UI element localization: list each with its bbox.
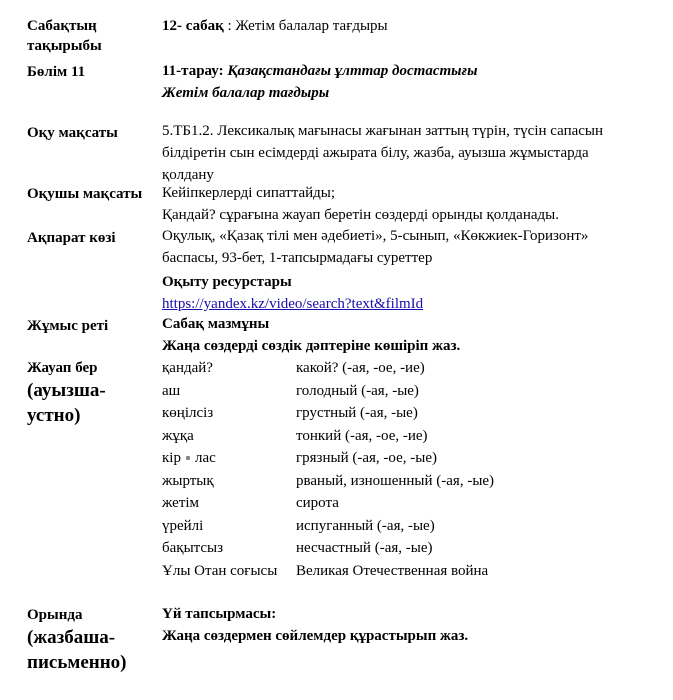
topic-value xyxy=(162,15,652,37)
topic-label: Сабақтың тақырыбы xyxy=(27,18,102,54)
work-instruction: Жаңа сөздерді сөздік дәптеріне көшіріп жаз. xyxy=(162,338,461,354)
bullet-separator-icon xyxy=(186,456,190,460)
vocab-kz: бақытсыз xyxy=(162,540,224,556)
vocab-row xyxy=(162,537,652,559)
answer-mode-1: (ауызша- xyxy=(27,380,106,401)
topic-sep: : xyxy=(223,18,236,34)
vocab-ru: рваный, изношенный (-ая, -ые) xyxy=(296,473,495,489)
vocab-row xyxy=(162,380,652,402)
student-goal-label: Оқушы мақсаты xyxy=(27,186,143,202)
homework-label xyxy=(27,605,162,675)
work-label: Жұмыс реті xyxy=(27,318,109,334)
part-prefix: 11-тарау: xyxy=(162,63,224,79)
lesson-number: 12- сабақ xyxy=(162,18,224,34)
resources-title: Оқыту ресурстары xyxy=(162,274,292,290)
vocab-ru: какой? (-ая, -ое, -ие) xyxy=(296,360,425,376)
content-title: Сабақ мазмұны xyxy=(162,316,270,332)
vocab-kz-a: кір xyxy=(162,450,181,466)
answer-label-text: Жауап бер xyxy=(27,360,98,376)
homework-value xyxy=(162,603,652,647)
student-goal-line-2: Қандай? сұрағына жауап беретін сөздерді орынды қолданады. xyxy=(162,207,559,223)
vocab-row xyxy=(162,560,652,582)
section-label: Бөлім 11 xyxy=(27,64,86,80)
work-value xyxy=(162,313,652,357)
part-title: Қазақстандағы ұлттар достастығы xyxy=(223,63,478,79)
learning-goal-text: 5.ТБ1.2. Лексикалық мағынасы жағынан заттың түрін, түсін сапасын білдіретін сын есімдерді ажырата білу, жазба, ауызша жұмыстарда қолдану xyxy=(162,123,604,183)
vocab-kz: қандай? xyxy=(162,360,213,376)
source-label: Ақпарат көзі xyxy=(27,230,116,246)
vocab-kz: жыртық xyxy=(162,473,214,489)
vocab-row xyxy=(162,470,652,492)
vocab-ru: сирота xyxy=(296,495,339,511)
vocab-ru: несчастный (-ая, -ые) xyxy=(296,540,433,556)
answer-label xyxy=(27,358,162,428)
vocab-kz xyxy=(162,447,216,469)
homework-mode-2: письменно) xyxy=(27,652,127,673)
vocab-kz-b: лас xyxy=(194,450,216,466)
vocab-kz: жетім xyxy=(162,495,200,511)
section-subtitle: Жетім балалар тағдыры xyxy=(162,85,330,101)
vocab-ru: грустный (-ая, -ые) xyxy=(296,405,418,421)
vocab-kz: Ұлы Отан соғысы xyxy=(162,563,278,579)
vocab-row xyxy=(162,515,652,537)
student-goal-value xyxy=(162,182,652,226)
vocab-kz: көңілсіз xyxy=(162,405,214,421)
source-value xyxy=(162,225,647,315)
vocab-row xyxy=(162,402,652,424)
vocab-row xyxy=(162,357,652,379)
vocab-ru: голодный (-ая, -ые) xyxy=(296,383,419,399)
vocab-row xyxy=(162,447,652,469)
vocab-kz: жұқа xyxy=(162,428,194,444)
vocab-ru: испуганный (-ая, -ые) xyxy=(296,518,435,534)
source-text: Оқулық, «Қазақ тілі мен әдебиеті», 5-сынып, «Көкжиек-Горизонт» баспасы, 93-бет, 1-тапсырмадағы суреттер xyxy=(162,228,589,266)
section-value xyxy=(162,60,652,104)
lesson-title: Жетім балалар тағдыры xyxy=(235,18,388,34)
vocab-row xyxy=(162,492,652,514)
learning-goal-label: Оқу мақсаты xyxy=(27,125,118,141)
homework-task: Жаңа сөздермен сөйлемдер құрастырып жаз. xyxy=(162,628,469,644)
vocab-ru: грязный (-ая, -ое, -ые) xyxy=(296,450,437,466)
vocab-kz: үрейлі xyxy=(162,518,204,534)
homework-mode-1: (жазбаша- xyxy=(27,627,116,648)
vocab-ru: тонкий (-ая, -ое, -ие) xyxy=(296,428,428,444)
student-goal-line-1: Кейіпкерлерді сипаттайды; xyxy=(162,185,336,201)
resource-link[interactable]: https://yandex.kz/video/search?text&filmId xyxy=(162,296,424,312)
vocab-ru: Великая Отечественная война xyxy=(296,563,489,579)
vocab-row xyxy=(162,425,652,447)
homework-label-text: Орында xyxy=(27,607,83,623)
homework-title: Үй тапсырмасы: xyxy=(162,606,277,622)
vocab-kz: аш xyxy=(162,383,181,399)
answer-mode-2: устно) xyxy=(27,405,81,426)
